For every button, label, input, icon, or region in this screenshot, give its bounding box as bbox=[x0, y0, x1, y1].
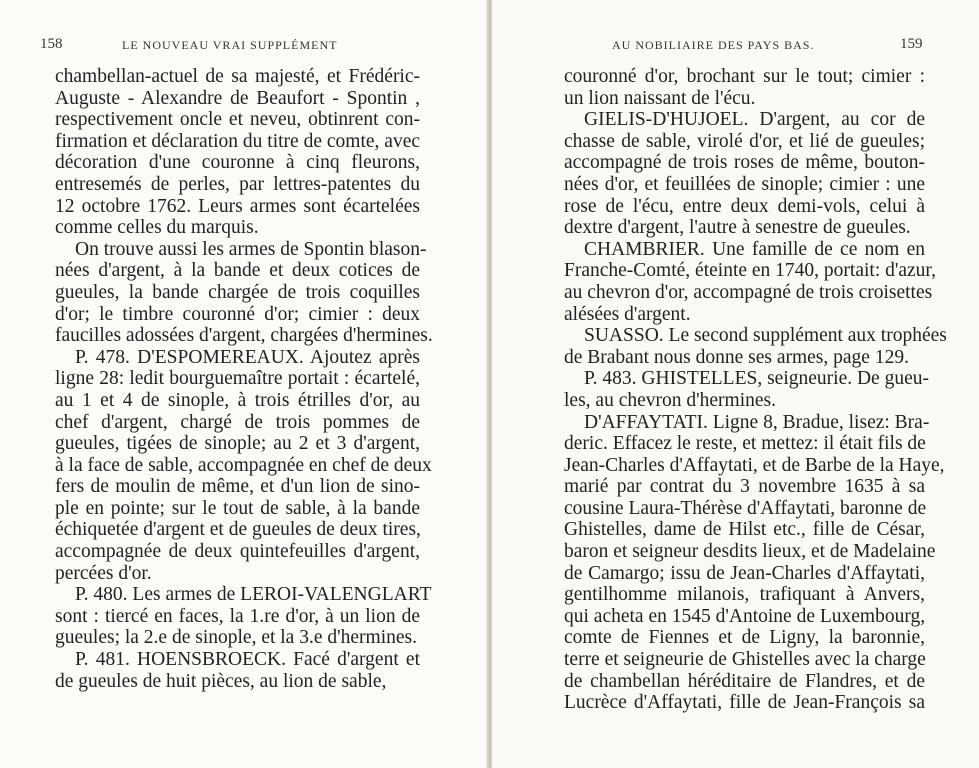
text-line: gueules, la bande chargée de trois coquilles bbox=[55, 281, 420, 303]
text-line: cousine Laura-Thérèse d'Affaytati, baronne de bbox=[564, 497, 927, 519]
right-running-head bbox=[548, 38, 934, 58]
text-line: D'AFFAYTATI. Ligne 8, Bradue, lisez: Bra- bbox=[584, 411, 930, 433]
left-running-head bbox=[40, 38, 430, 58]
text-line: de gueules de huit pièces, au lion de sable, bbox=[55, 670, 387, 692]
right-text-block bbox=[564, 66, 947, 714]
text-line: faucilles adossées d'argent, chargées d'hermines. bbox=[55, 325, 433, 347]
text-line: au 1 et 4 de sinople, à trois étrilles d'or, au bbox=[55, 389, 420, 411]
text-line: à la face de sable, accompagnée en chef de deux bbox=[55, 454, 432, 476]
text-line: chef d'argent, chargé de trois pommes de bbox=[55, 411, 420, 433]
text-line: P. 483. GHISTELLES, seigneurie. De gueu- bbox=[584, 368, 929, 390]
text-line: 12 octobre 1762. Leurs armes sont écartelées bbox=[55, 195, 420, 217]
text-line: percées d'or. bbox=[55, 562, 152, 584]
text-line: terre et seigneurie de Ghistelles avec la charge bbox=[564, 649, 926, 671]
text-line: Auguste - Alexandre de Beaufort - Spontin , bbox=[55, 87, 420, 109]
text-line: baron et seigneur desdits lieux, et de Madelaine bbox=[564, 541, 936, 563]
text-line: SUASSO. Le second supplément aux trophées bbox=[584, 325, 947, 347]
text-line: alésées d'argent. bbox=[564, 303, 691, 325]
text-line: P. 481. HOENSBROECK. Facé d'argent et bbox=[75, 649, 420, 671]
right-running-title: AU NOBILIAIRE DES PAYS BAS. bbox=[612, 38, 815, 52]
text-line: On trouve aussi les armes de Spontin blason- bbox=[75, 238, 427, 260]
text-line: ligne 28: ledit bourguemaître portait : écartelé, bbox=[55, 368, 420, 390]
text-line: Jean-Charles d'Affaytati, et de Barbe de la Haye, bbox=[564, 454, 945, 476]
text-line: sont : tiercé en faces, la 1.re d'or, à un lion de bbox=[55, 605, 420, 627]
text-line: couronné d'or, brochant sur le tout; cimier : bbox=[564, 66, 925, 87]
text-line: les, au chevron d'hermines. bbox=[564, 389, 776, 411]
text-line: accompagnée de deux quintefeuilles d'argent, bbox=[55, 541, 420, 563]
text-line: de Camargo; issu de Jean-Charles d'Affaytati, bbox=[564, 562, 925, 584]
text-line: gueules; la 2.e de sinople, et la 3.e d'hermines. bbox=[55, 627, 417, 649]
left-page bbox=[0, 0, 488, 768]
text-line: entresemés de perles, par lettres-patentes du bbox=[55, 173, 420, 195]
text-line: GIELIS-D'HUJOEL. D'argent, au cor de bbox=[584, 109, 925, 131]
text-line: échiquetée d'argent et de gueules de deux tires, bbox=[55, 519, 421, 541]
text-line: qui acheta en 1545 d'Antoine de Luxembourg, bbox=[564, 605, 926, 627]
left-text-block bbox=[55, 66, 433, 692]
text-line: chambellan-actuel de sa majesté, et Frédéric- bbox=[55, 66, 420, 87]
text-line: Lucrèce d'Affaytati, fille de Jean-François sa bbox=[564, 692, 925, 714]
text-line: comme celles du marquis. bbox=[55, 217, 259, 239]
text-line: P. 480. Les armes de LEROI-VALENGLART bbox=[75, 584, 432, 606]
text-line: comte de Fiennes et de Ligny, la baronnie, bbox=[564, 627, 925, 649]
left-running-title: LE NOUVEAU VRAI SUPPLÉMENT bbox=[122, 38, 338, 52]
text-line: dextre d'argent, l'autre à senestre de gueules. bbox=[564, 217, 911, 239]
text-line: nées d'or, et feuillées de sinople; cimier : une bbox=[564, 173, 925, 195]
text-line: fers de moulin de même, et d'un lion de sino- bbox=[55, 476, 420, 498]
text-line: CHAMBRIER. Une famille de ce nom en bbox=[584, 238, 925, 260]
text-line: gentilhomme milanois, trafiquant à Anvers, bbox=[564, 584, 925, 606]
text-line: gueules, tigées de sinople; au 2 et 3 d'argent, bbox=[55, 433, 420, 455]
left-page-number: 158 bbox=[40, 36, 63, 52]
text-line: un lion naissant de l'écu. bbox=[564, 87, 756, 109]
text-line: Franche-Comté, éteinte en 1740, portait: d'azur, bbox=[564, 260, 937, 282]
right-page bbox=[492, 0, 979, 768]
text-line: deric. Effacez le reste, et mettez: il était fils de bbox=[564, 433, 926, 455]
text-line: marié par contrat du 3 novembre 1635 à sa bbox=[564, 476, 925, 498]
text-line: firmation et déclaration du titre de comte, avec bbox=[55, 130, 420, 152]
text-line: Ghistelles, dame de Hilst etc., fille de César, bbox=[564, 519, 925, 541]
right-page-number: 159 bbox=[900, 36, 923, 52]
text-line: de Brabant nous donne ses armes, page 129. bbox=[564, 346, 909, 368]
text-line: au chevron d'or, accompagné de trois croisettes bbox=[564, 281, 933, 303]
text-line: ple en pointe; sur le tout de sable, à la bande bbox=[55, 497, 420, 519]
text-line: P. 478. D'ESPOMEREAUX. Ajoutez après bbox=[75, 346, 420, 368]
text-line: accompagné de trois roses de même, bouton- bbox=[564, 152, 925, 174]
text-line: respectivement oncle et neveu, obtinrent con- bbox=[55, 109, 420, 131]
text-line: rose de l'écu, entre deux demi-vols, celui à bbox=[564, 195, 925, 217]
text-line: nées d'argent, à la bande et deux cotices de bbox=[55, 260, 420, 282]
text-line: chasse de sable, virolé d'or, et lié de gueules; bbox=[564, 130, 925, 152]
text-line: d'or; le timbre couronné d'or; cimier : deux bbox=[55, 303, 420, 325]
text-line: de chambellan héréditaire de Flandres, et de bbox=[564, 670, 925, 692]
text-line: décoration d'une couronne à cinq fleurons, bbox=[55, 152, 420, 174]
